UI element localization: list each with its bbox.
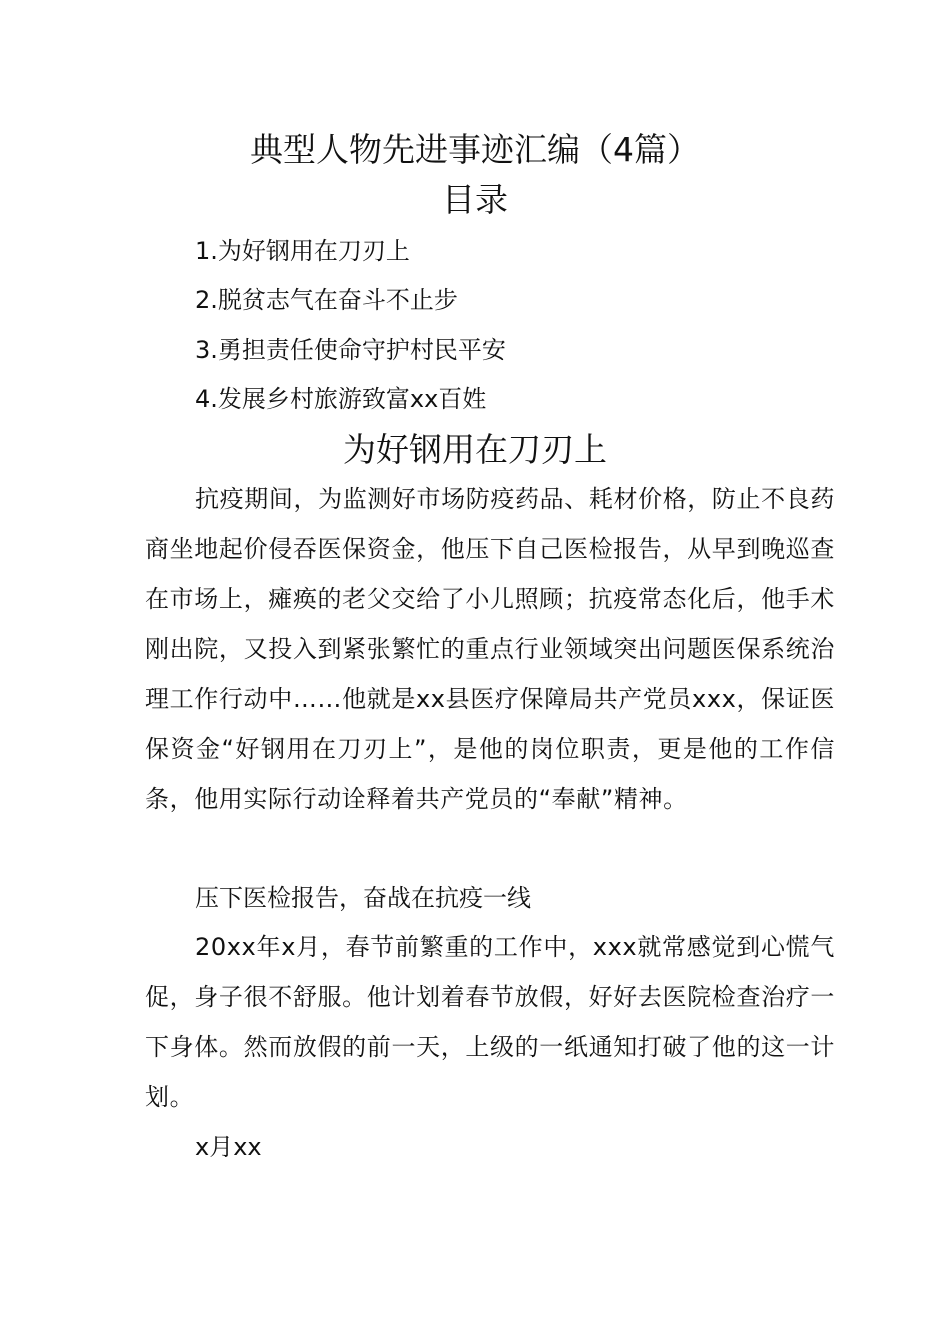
section-title: 为好钢用在刀刃上	[343, 430, 607, 469]
document-title: 典型人物先进事迹汇编（4篇）	[250, 130, 700, 169]
toc-item-3: 3.勇担责任使命守护村民平安	[195, 336, 506, 364]
toc-item-2: 2.脱贫志气在奋斗不止步	[195, 286, 458, 314]
paragraph-1: 抗疫期间，为监测好市场防疫药品、耗材价格，防止不良药商坐地起价侵吞医保资金，他压下自己医检报告，从早到晚巡查在市场上，瘫痪的老父交给了小儿照顾；抗疫常态化后，他手术刚出院，又投入到紧张繁忙的重点行业领域突出问题医保系统治理工作行动中……他就是xx县医疗保障局共产党员xxx，保证医保资金“好钢用在刀刃上”，是他的岗位职责，更是他的工作信条，他用实际行动诠释着共产党员的“奉献”精神。	[145, 485, 835, 813]
subheading-1: 压下医检报告，奋战在抗疫一线	[195, 884, 531, 912]
paragraph-2: 20xx年x月，春节前繁重的工作中，xxx就常感觉到心慌气促，身子很不舒服。他计划着春节放假，好好去医院检查治疗一下身体。然而放假的前一天，上级的一纸通知打破了他的这一计划。	[145, 933, 835, 1111]
toc-item-4: 4.发展乡村旅游致富xx百姓	[195, 385, 487, 413]
paragraph-3-start: x月xx	[195, 1133, 262, 1161]
toc-heading: 目录	[442, 180, 508, 219]
toc-item-1: 1.为好钢用在刀刃上	[195, 237, 410, 265]
